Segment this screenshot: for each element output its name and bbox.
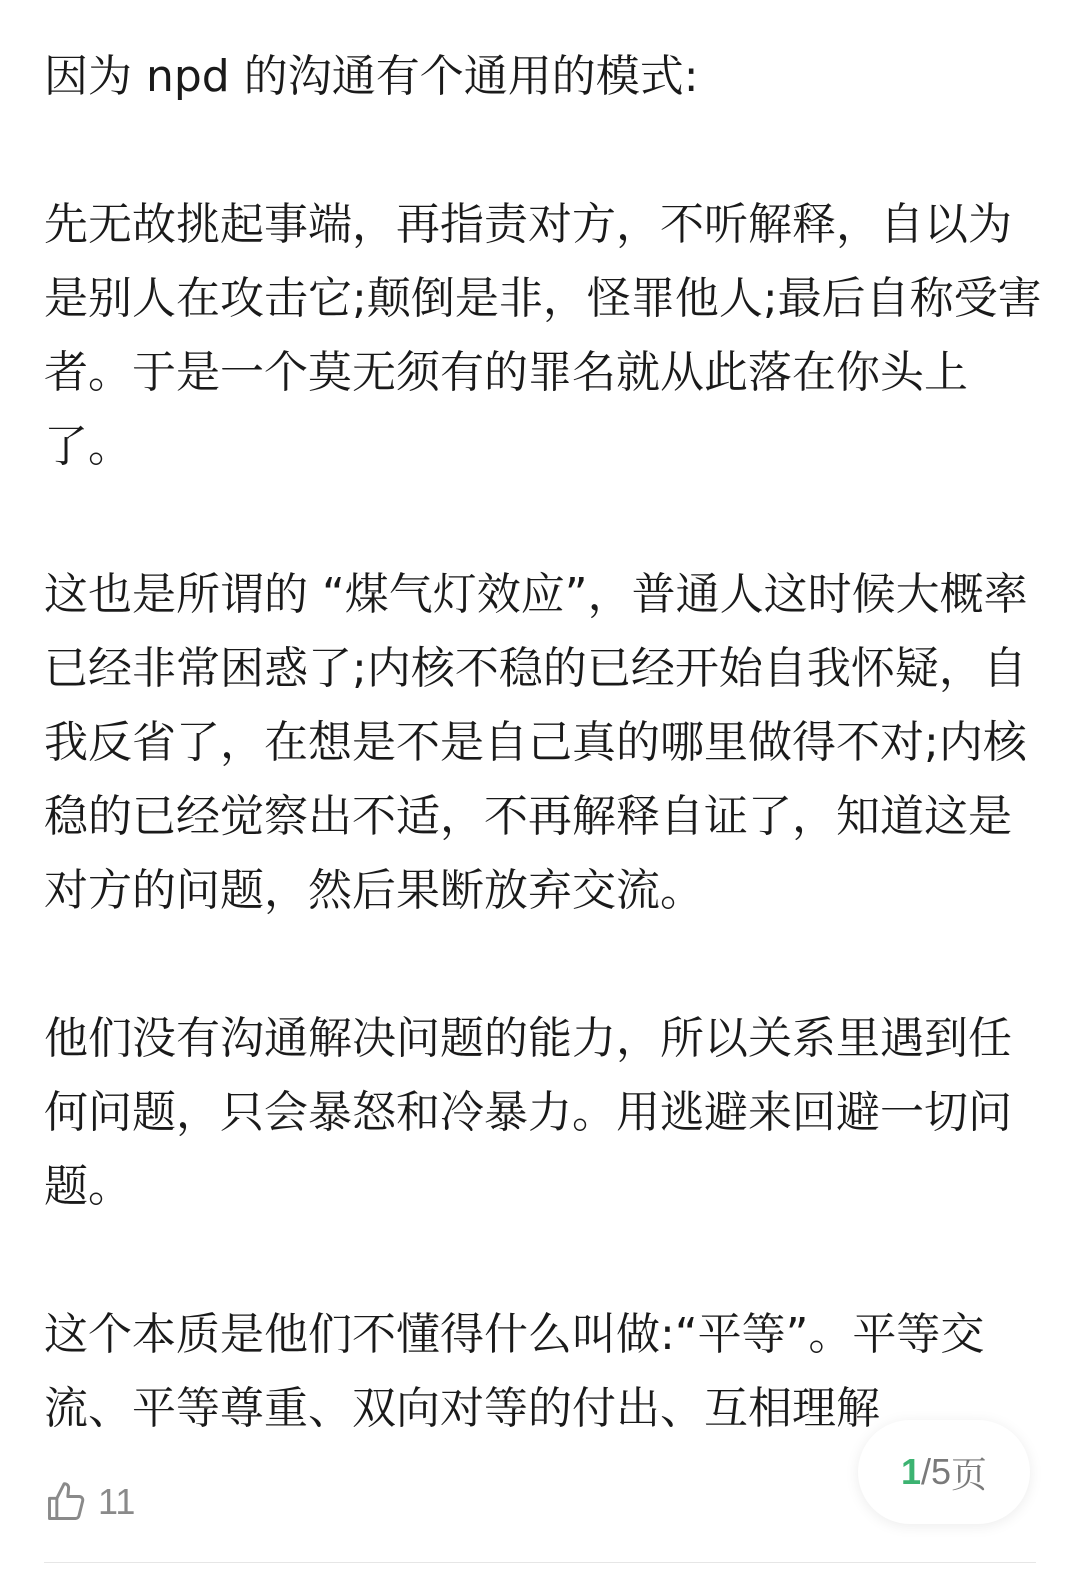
divider xyxy=(44,1562,1036,1563)
article-body xyxy=(44,40,1044,1450)
paragraph: 这也是所谓的 “煤气灯效应”，普通人这时候大概率已经非常困惑了;内核不稳的已经开始自我怀疑，自我反省了，在想是不是自己真的哪里做得不对;内核稳的已经觉察出不适，不再解释自证了，知道这是对方的问题，然后果断放弃交流。 xyxy=(44,569,1028,916)
total-pages: 5 xyxy=(931,1451,952,1492)
page-separator: / xyxy=(920,1451,931,1492)
paragraph: 因为 npd 的沟通有个通用的模式: xyxy=(44,51,699,102)
like-button[interactable] xyxy=(44,1480,135,1524)
article-footer xyxy=(0,1450,1080,1571)
paragraph: 这个本质是他们不懂得什么叫做:“平等”。平等交流、平等尊重、双向对等的付出、互相理解 xyxy=(44,1309,985,1434)
page-unit: 页 xyxy=(951,1453,988,1495)
paragraph: 他们没有沟通解决问题的能力，所以关系里遇到任何问题，只会暴怒和冷暴力。用逃避来回避一切问题。 xyxy=(44,1013,1012,1212)
current-page: 1 xyxy=(900,1451,921,1492)
thumbs-up-icon xyxy=(44,1480,88,1524)
page-indicator[interactable] xyxy=(858,1420,1030,1524)
like-count: 11 xyxy=(98,1481,136,1522)
paragraph: 先无故挑起事端，再指责对方，不听解释，自以为是别人在攻击它;颠倒是非，怪罪他人;最后自称受害者。于是一个莫无须有的罪名就从此落在你头上了。 xyxy=(44,199,1042,472)
